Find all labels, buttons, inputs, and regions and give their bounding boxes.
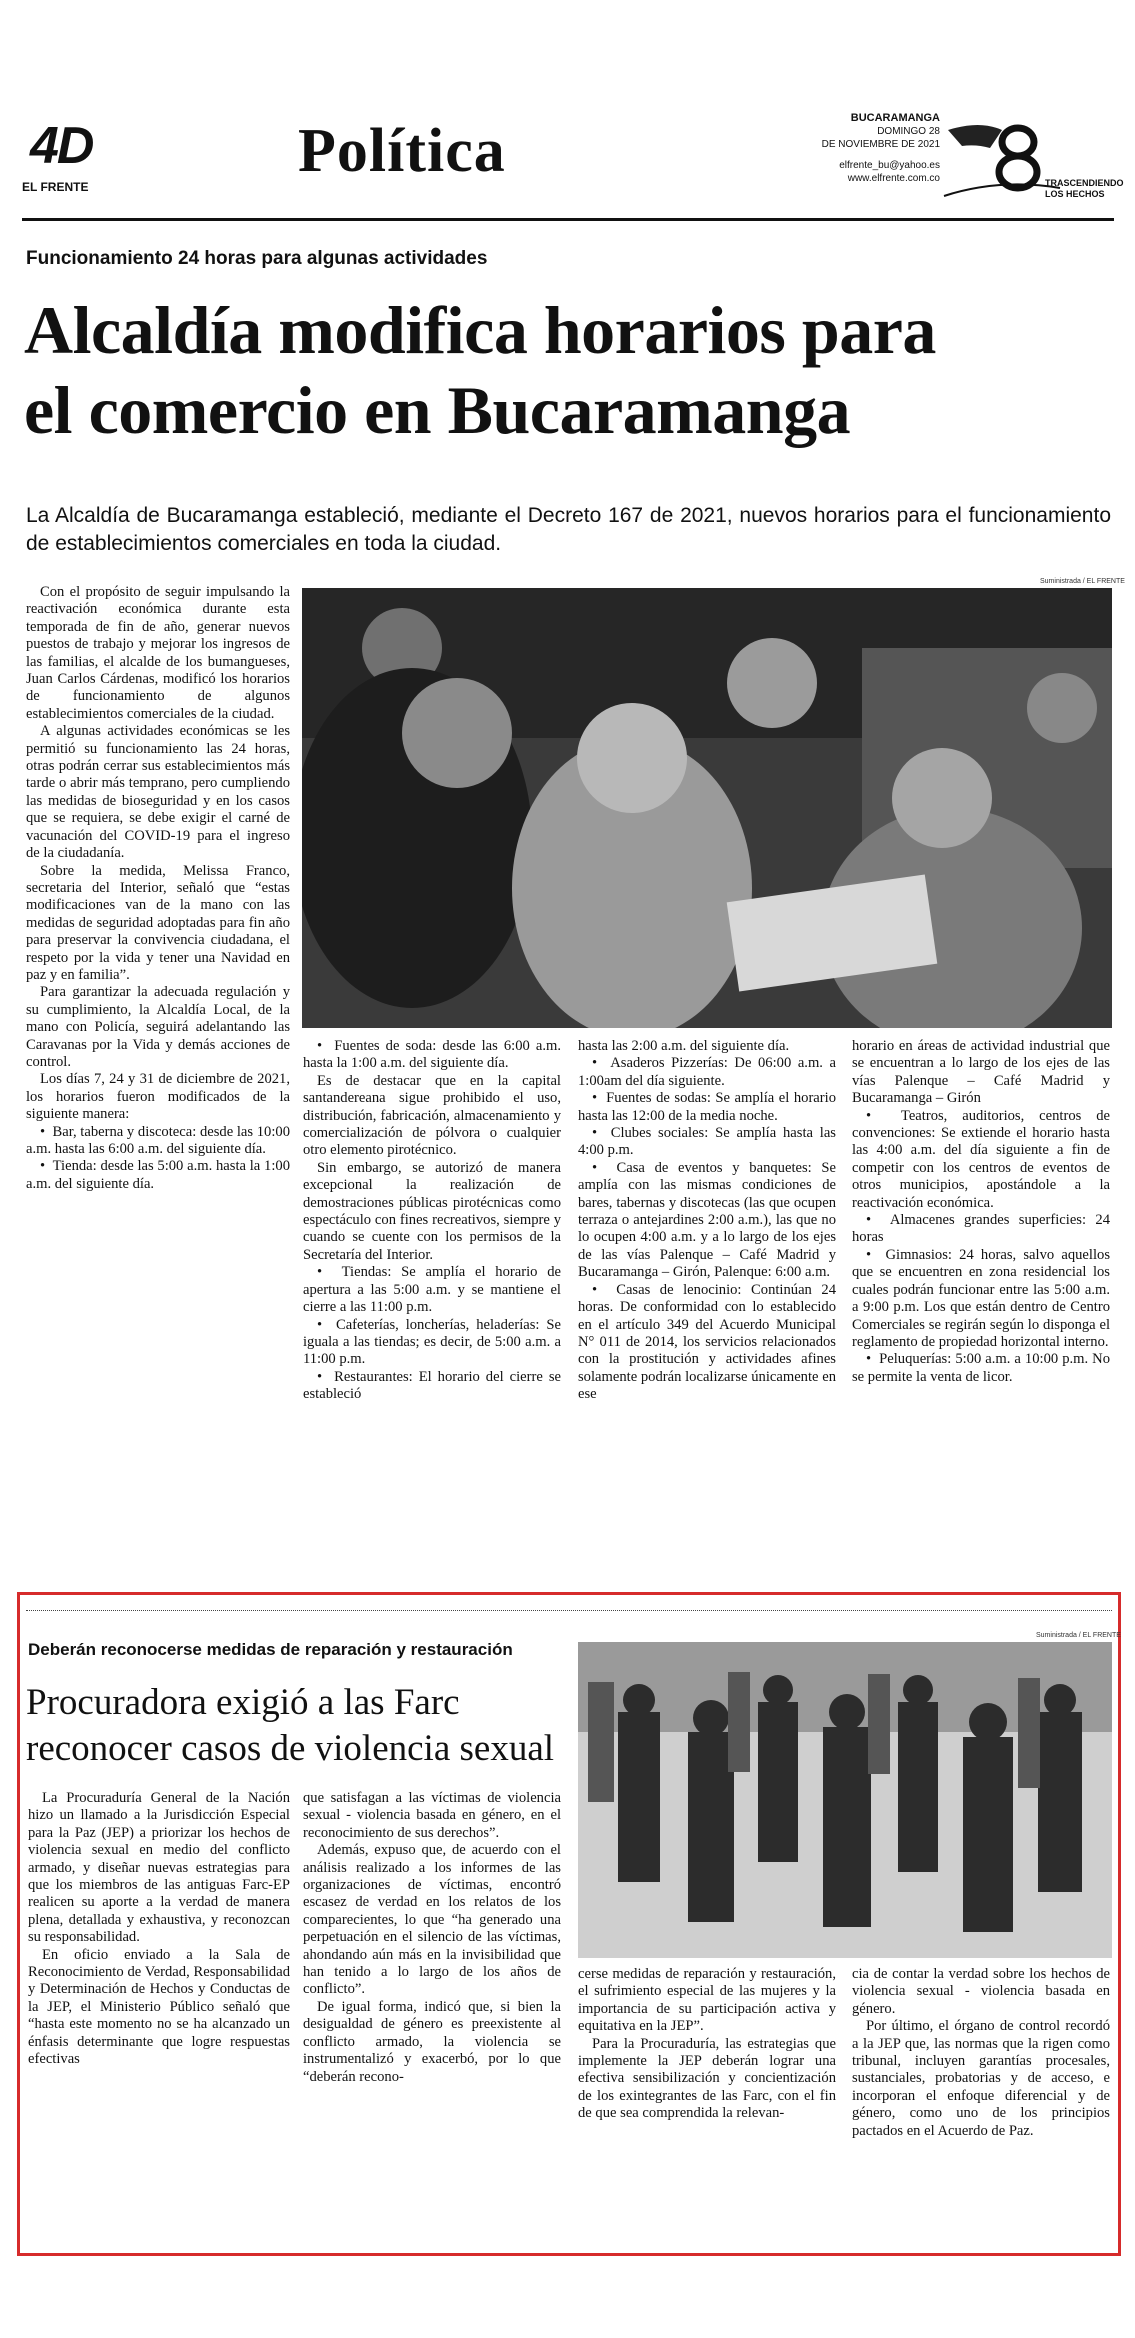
city: BUCARAMANGA [850, 112, 940, 124]
article2-headline [26, 1680, 586, 1772]
anniversary-logo [940, 108, 1124, 203]
a1c3-p6: • Casas de lenocinio: Continúan 24 horas. De conformidad con lo establecido en el artículo 349 del Acuerdo Municipal N° 011 de 2014, los servicios relacionados con la prostitución y actividades afines solamente podrán localizarse únicamente en ese [578, 1281, 836, 1403]
a1c3-p5: • Casa de eventos y banquetes: Se amplía con las mismas condiciones de bares, tabernas y discotecas (las que ocupen terraza o antejardines 2:00 a.m.), las que no lo ocupen 4:00 a.m. y a lo largo de los ejes de las vías Palenque – Café Madrid y Bucaramanga – Girón, Palenque: 6:00 a.m. [578, 1159, 836, 1281]
article1-headline-line1: Alcaldía modifica horarios para [24, 292, 936, 368]
website-link[interactable]: www.elfrente.com.co [847, 173, 940, 184]
email-link[interactable]: elfrente_bu@yahoo.es [839, 160, 940, 171]
article1-column-4 [852, 1038, 1110, 1386]
a2c3-p2: Para la Procuraduría, las estrategias que implemente la JEP deberán lograr una efectiva sensibilización y concientización de los exintegrantes de las Farc, con el fin de que sea comprendida la relevan- [578, 2035, 836, 2122]
article1-kicker: Funcionamiento 24 horas para algunas actividades [26, 248, 488, 269]
article2-headline-line2: reconocer casos de violencia sexual [26, 1728, 555, 1769]
restaurant-crowd-photo-icon [302, 588, 1112, 1028]
article2-column-2 [303, 1790, 561, 2086]
a1c3-p2: • Asaderos Pizzerías: De 06:00 a.m. a 1:00am del día siguiente. [578, 1055, 836, 1089]
a1c1-p3: Sobre la medida, Melissa Franco, secretaria del Interior, señaló que “estas modificaciones van de la mano con las medidas de seguridad adoptadas para fin año para preservar la convivencia ciudadana, el respeto por la vida y tener una Navidad en paz y en familia”. [26, 862, 290, 983]
a1c3-p3: • Fuentes de sodas: Se amplía el horario hasta las 12:00 de la media noche. [578, 1090, 836, 1124]
date-line-2: DE NOVIEMBRE DE 2021 [821, 139, 940, 150]
a1c1-p1: Con el propósito de seguir impulsando la reactivación económica durante esta temporada de fin de año, generar nuevos puestos de trabajo y mejorar los ingresos de las familias, el alcalde de los bumangueses, Juan Carlos Cárdenas, modificó los horarios de funcionamiento de algunos establecimientos comerciales de la ciudad. [26, 584, 290, 722]
a1c3-p1: hasta las 2:00 a.m. del siguiente día. [578, 1038, 790, 1054]
a1c4-p3: • Almacenes grandes superficies: 24 horas [852, 1212, 1110, 1246]
a2c3-p1: cerse medidas de reparación y restauración, el sufrimiento especial de las mujeres y la importancia de su participación activa y equitativa en la JEP”. [578, 1966, 836, 2035]
article1-deck: La Alcaldía de Bucaramanga estableció, mediante el Decreto 167 de 2021, nuevos horarios para el funcionamiento de establecimientos comerciales en toda la ciudad. [26, 504, 1111, 555]
a1c4-p4: • Gimnasios: 24 horas, salvo aquellos que se encuentren en zona residencial los cuales podrán funcionar entre las 5:00 a.m. a 9:00 p.m. Los que están dentro de Centro Comerciales se regirán según lo disponga el reglamento de propiedad horizontal interno. [852, 1246, 1110, 1350]
article1-headline-line2: el comercio en Bucaramanga [24, 372, 851, 448]
a1c2-p3: Sin embargo, se autorizó de manera excepcional la realización de demostraciones públicas pirotécnicas como espectáculo con fines recreativos, siempre y cuando se cuente con los permisos de la Secretaría del Interior. [303, 1159, 561, 1263]
a1c1-p6: • Bar, taberna y discoteca: desde las 10:00 a.m. hasta las 6:00 a.m. del siguiente día. [26, 1123, 290, 1157]
page-number: 4D [30, 117, 93, 175]
a2c2-p2: Además, expuso que, de acuerdo con el análisis realizado a los informes de las organizaciones de víctimas, encontró escasez de verdad en los relatos de los comparecientes, lo que “ha generado una perpetuación en el silencio de las víctimas, ahondando aún más en la invisibilidad que han tenido a lo largo de los años de conflicto”. [303, 1842, 561, 1998]
a2c1-p2: En oficio enviado a la Sala de Reconocimiento de Verdad, Responsabilidad y Determinación de Hechos y Conductas de la JEP, el Ministerio Público señaló que “hasta este momento no se ha alcanzado un énfasis determinante que logre respuestas efectivas [28, 1946, 290, 2068]
a1c4-p5: • Peluquerías: 5:00 a.m. a 10:00 p.m. No se permite la venta de licor. [852, 1351, 1110, 1385]
a1c3-p4: • Clubes sociales: Se amplía hasta las 4:00 p.m. [578, 1125, 836, 1159]
article1-headline [24, 290, 1124, 450]
a1c4-p2: • Teatros, auditorios, centros de convenciones: Se extiende el horario hasta las 4:00 a.m. del día siguiente a fin de competir con los centros de eventos de otros municipios, apostándole a la reactivación económica. [852, 1107, 1110, 1211]
a1c4-p1: horario en áreas de actividad industrial que se encuentran a lo largo de los ejes de las vías Palenque – Café Madrid y Bucaramanga – Girón [852, 1038, 1110, 1107]
marching-guerrillas-photo-icon [578, 1642, 1112, 1958]
a2c2-p1: que satisfagan a las víctimas de violencia sexual - violencia basada en género, en el reconocimiento de sus derechos”. [303, 1790, 561, 1841]
article1-column-2 [303, 1038, 561, 1404]
date-line-1: DOMINGO 28 [877, 126, 940, 137]
a1c2-p5: • Cafeterías, loncherías, heladerías: Se iguala a las tiendas; es decir, de 5:00 a.m. a 11:00 p.m. [303, 1316, 561, 1368]
a2c4-p2: Por último, el órgano de control recordó a la JEP que, las normas que la rigen como tribunal, incluyen garantías procesales, sustanciales, probatorias y de acceso, e incorporan el enfoque diferencial y de género, como uno de los principios pactados en el Acuerdo de Paz. [852, 2018, 1110, 2139]
article2-column-3 [578, 1966, 836, 2123]
anniversary-line-2: LOS HECHOS [1045, 189, 1105, 199]
a2c4-p1: cia de contar la verdad sobre los hechos de violencia sexual - violencia basada en género. [852, 1966, 1110, 2017]
masthead-rule [22, 218, 1114, 221]
section-title: Política [298, 117, 506, 185]
a1c2-p2: Es de destacar que en la capital santandereana sigue prohibido el uso, distribución, fabricación, almacenamiento y comercialización de pólvora o cualquier otro elemento pirotécnico. [303, 1072, 561, 1159]
a2c2-p3: De igual forma, indicó que, si bien la desigualdad de género es preexistente al conflicto armado, la violencia se instrumentalizó y exacerbó, por lo que “deberán recono- [303, 1998, 561, 2085]
article2-kicker: Deberán reconocerse medidas de reparación y restauración [28, 1640, 513, 1659]
masthead [0, 0, 1135, 230]
article2-photo [578, 1642, 1112, 1958]
article1-photo [302, 588, 1112, 1028]
a1c2-p4: • Tiendas: Se amplía el horario de apertura a las 5:00 a.m. y se mantiene el cierre a las 11:00 p.m. [303, 1264, 561, 1316]
article2-column-4 [852, 1966, 1110, 2140]
a1c1-p4: Para garantizar la adecuada regulación y su cumplimiento, la Alcaldía Local, de la mano con Policía, seguirá adelantando las Caravanas por la Vida y demás acciones de control. [26, 984, 290, 1070]
article2-headline-line1: Procuradora exigió a las Farc [26, 1682, 460, 1723]
anniversary-line-1: TRASCENDIENDO [1045, 178, 1124, 188]
article2-dotted-rule [26, 1610, 1112, 1611]
article2-photo-credit: Suministrada / EL FRENTE [1036, 1632, 1121, 1639]
article1-column-1 [26, 584, 290, 1193]
a2c1-p1: La Procuraduría General de la Nación hizo un llamado a la Jurisdicción Especial para la Paz (JEP) a priorizar los hechos de violencia sexual en medio del conflicto armado, y diseñar nuevas estrategias para que los miembros de las antiguas Farc-EP realicen su aporte a la verdad de manera plena, detallada y exhaustiva, y reconozcan su responsabilidad. [28, 1790, 290, 1946]
brand-label: EL FRENTE [22, 180, 89, 194]
article1-column-3 [578, 1038, 836, 1404]
a1c2-p6: • Restaurantes: El horario del cierre se estableció [303, 1368, 561, 1403]
a1c2-p1: • Fuentes de soda: desde las 6:00 a.m. hasta la 1:00 a.m. del siguiente día. [303, 1038, 561, 1072]
article2-column-1 [28, 1790, 290, 2069]
a1c1-p5: Los días 7, 24 y 31 de diciembre de 2021, los horarios fueron modificados de la siguiente manera: [26, 1071, 290, 1123]
a1c1-p2: A algunas actividades económicas se les permitió su funcionamiento las 24 horas, otras podrán cerrar sus establecimientos más tarde o abrir más temprano, pero cumpliendo las medidas de bioseguridad y en los casos que se requiera, se debe exigir el carné de vacunación del COVID-19 para el ingreso de la ciudadanía. [26, 723, 290, 862]
article1-photo-credit: Suministrada / EL FRENTE [1040, 578, 1125, 585]
a1c1-p7: • Tienda: desde las 5:00 a.m. hasta la 1:00 a.m. del siguiente día. [26, 1158, 290, 1192]
dateline [790, 112, 940, 185]
